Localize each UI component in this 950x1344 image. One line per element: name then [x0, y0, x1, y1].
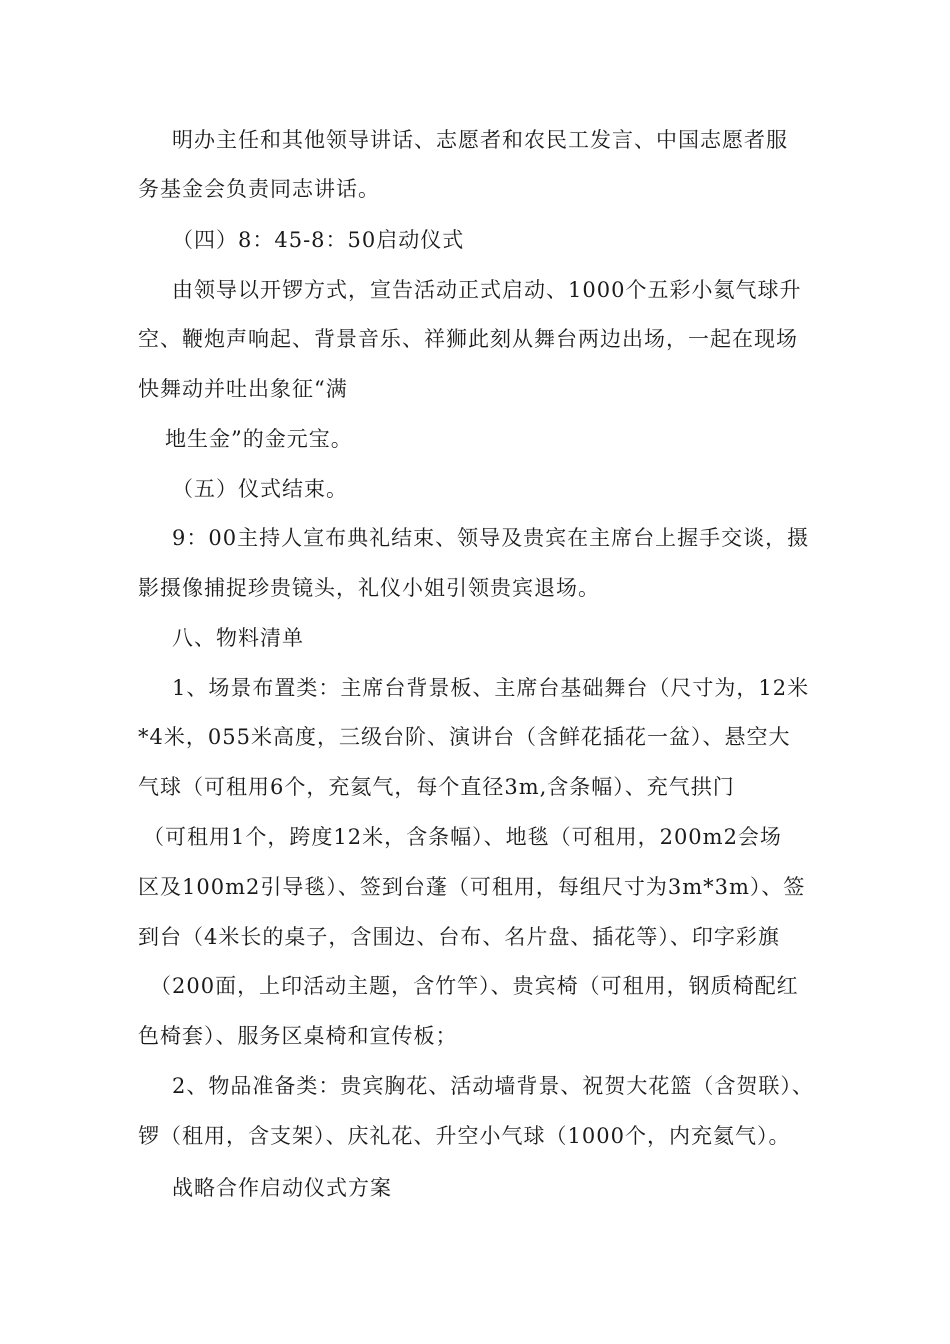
paragraph-line: 到台（4米长的桌子，含围边、台布、名片盘、插花等）、印字彩旗: [138, 925, 780, 949]
paragraph-line: 明办主任和其他领导讲话、志愿者和农民工发言、中国志愿者服: [172, 128, 788, 152]
paragraph-line: 锣（租用，含支架）、庆礼花、升空小气球（1000个，内充氦气）。: [138, 1124, 791, 1148]
paragraph-line: 空、鞭炮声响起、背景音乐、祥狮此刻从舞台两边出场，一起在现场: [138, 327, 798, 351]
paragraph-line: 务基金会负责同志讲话。: [138, 177, 380, 201]
paragraph-line: 2、物品准备类：贵宾胸花、活动墙背景、祝贺大花篮（含贺联）、: [172, 1074, 814, 1098]
paragraph-line: （200面，上印活动主题，含竹竿）、贵宾椅（可租用，钢质椅配红: [150, 974, 799, 998]
paragraph-line: 地生金”的金元宝。: [165, 427, 353, 451]
section-heading: 八、物料清单: [172, 626, 304, 650]
paragraph-line: 9：00主持人宣布典礼结束、领导及贵宾在主席台上握手交谈，摄: [172, 526, 810, 550]
paragraph-line: 1、场景布置类：主席台背景板、主席台基础舞台（尺寸为，12米: [172, 676, 810, 700]
paragraph-line: 快舞动并吐出象征“满: [138, 377, 348, 401]
paragraph-line: 气球（可租用6个，充氦气，每个直径3m,含条幅）、充气拱门: [138, 775, 735, 799]
section-heading: （五）仪式结束。: [172, 477, 348, 501]
document-title: 战略合作启动仪式方案: [172, 1176, 392, 1200]
section-heading: （四）8：45-8：50启动仪式: [172, 228, 465, 252]
paragraph-line: 由领导以开锣方式，宣告活动正式启动、1000个五彩小氦气球升: [172, 278, 802, 302]
paragraph-line: 区及100m2引导毯）、签到台蓬（可租用，每组尺寸为3m*3m）、签: [138, 875, 806, 899]
paragraph-line: （可租用1个，跨度12米，含条幅）、地毯（可租用，200m2会场: [143, 825, 782, 849]
paragraph-line: 影摄像捕捉珍贵镜头，礼仪小姐引领贵宾退场。: [138, 576, 600, 600]
paragraph-line: *4米，055米高度，三级台阶、演讲台（含鲜花插花一盆）、悬空大: [138, 725, 791, 749]
paragraph-line: 色椅套）、服务区桌椅和宣传板；: [138, 1024, 458, 1048]
